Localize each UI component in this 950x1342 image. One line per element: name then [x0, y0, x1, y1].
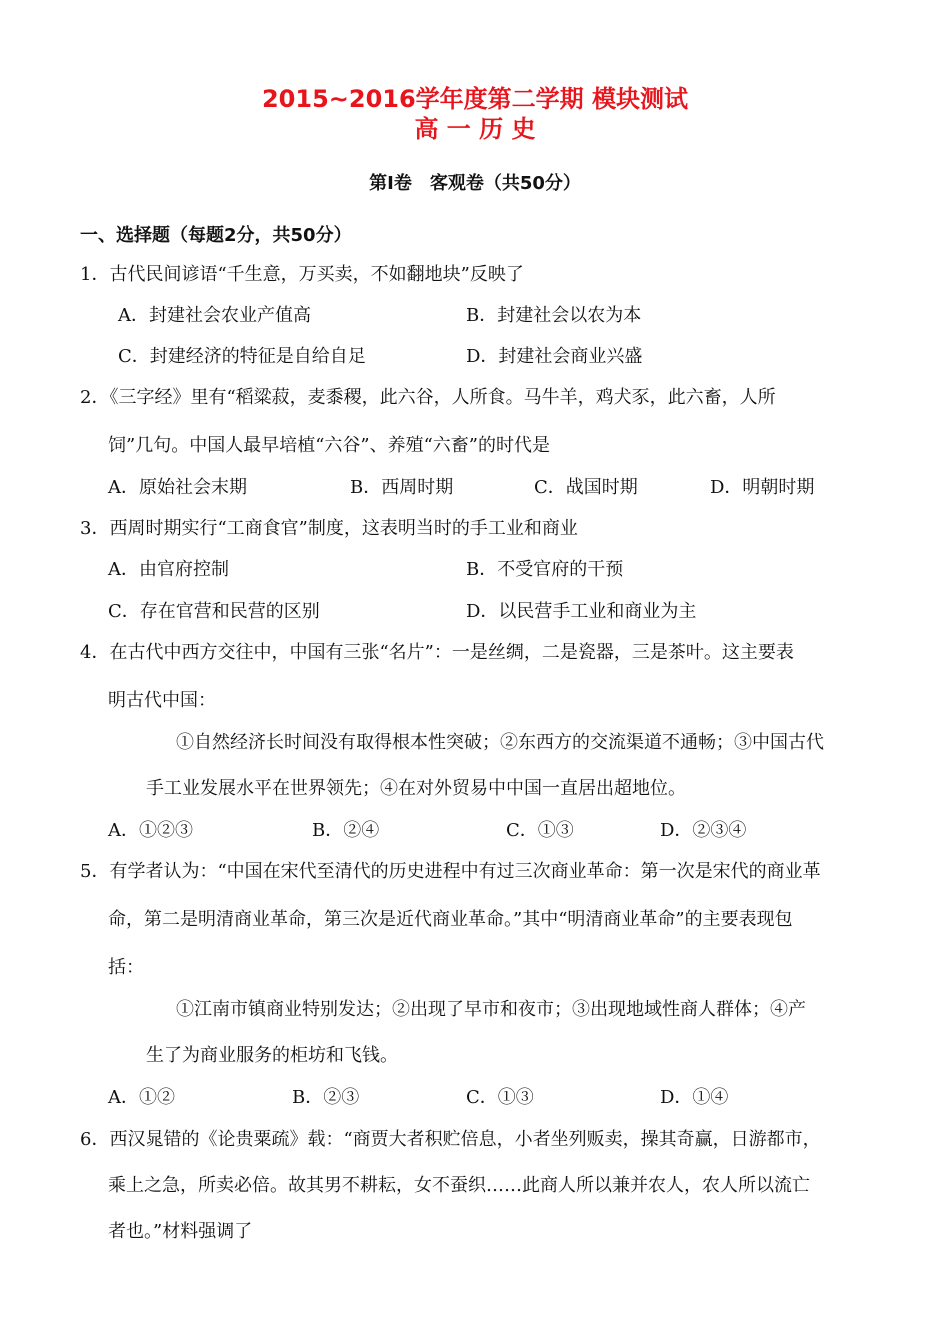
- part-heading: 第Ⅰ卷 客观卷（共50分）: [369, 173, 581, 194]
- question-4-option-b: B．②④: [312, 820, 380, 841]
- question-4-statements-2: 手工业发展水平在世界领先；④在对外贸易中中国一直居出超地位。: [146, 778, 686, 799]
- question-2-line-2: 饲”几句。中国人最早培植“六谷”、养殖“六畜”的时代是: [108, 435, 551, 456]
- question-5-option-c: C．①③: [466, 1087, 534, 1108]
- question-5-option-d: D．①④: [660, 1087, 729, 1108]
- question-3-option-a: A．由官府控制: [108, 559, 229, 580]
- question-4-statements-1: ①自然经济长时间没有取得根本性突破；②东西方的交流渠道不通畅；③中国古代: [176, 732, 824, 753]
- question-1-option-d: D．封建社会商业兴盛: [466, 346, 643, 367]
- question-2-option-c: C．战国时期: [534, 477, 638, 498]
- question-6-line-2: 乘上之急，所卖必倍。故其男不耕耘，女不蚕织……此商人所以兼并农人，农人所以流亡: [108, 1175, 810, 1196]
- question-5-option-b: B．②③: [292, 1087, 360, 1108]
- question-5-statements-2: 生了为商业服务的柜坊和飞钱。: [146, 1045, 398, 1066]
- question-5-line-2: 命，第二是明清商业革命，第三次是近代商业革命。”其中“明清商业革命”的主要表现包: [108, 909, 793, 930]
- question-3-stem: 3．西周时期实行“工商食官”制度，这表明当时的手工业和商业: [80, 518, 578, 539]
- question-4-line-2: 明古代中国：: [108, 690, 216, 711]
- question-2-line-1: 2．《三字经》里有“稻粱菽，麦黍稷，此六谷，人所食。马牛羊，鸡犬豕，此六畜，人所: [80, 387, 776, 408]
- question-1-stem: 1．古代民间谚语“千生意，万买卖，不如翻地块”反映了: [80, 264, 524, 285]
- question-3-option-b: B．不受官府的干预: [466, 559, 624, 580]
- question-2-option-b: B．西周时期: [350, 477, 454, 498]
- section-heading: 一、选择题（每题2分，共50分）: [80, 225, 352, 246]
- question-6-line-1: 6．西汉晁错的《论贵粟疏》载：“商贾大者积贮倍息，小者坐列贩卖，操其奇赢，日游都市，: [80, 1129, 821, 1150]
- subject-title: 高 一 历 史: [414, 115, 536, 143]
- question-2-option-a: A．原始社会末期: [108, 477, 247, 498]
- question-1-option-c: C．封建经济的特征是自给自足: [118, 346, 366, 367]
- question-1-option-b: B．封建社会以农为本: [466, 305, 642, 326]
- question-5-line-3: 括：: [108, 957, 144, 978]
- question-6-line-3: 者也。”材料强调了: [108, 1221, 253, 1242]
- question-2-option-d: D．明朝时期: [710, 477, 815, 498]
- question-4-option-c: C．①③: [506, 820, 574, 841]
- question-3-option-d: D．以民营手工业和商业为主: [466, 601, 697, 622]
- question-1-option-a: A．封建社会农业产值高: [118, 305, 311, 326]
- question-5-option-a: A．①②: [108, 1087, 175, 1108]
- question-4-line-1: 4．在古代中西方交往中，中国有三张“名片”：一是丝绸，二是瓷器，三是茶叶。这主要表: [80, 642, 794, 663]
- question-3-option-c: C．存在官营和民营的区别: [108, 601, 320, 622]
- question-4-option-a: A．①②③: [108, 820, 193, 841]
- question-5-statements-1: ①江南市镇商业特别发达；②出现了早市和夜市；③出现地域性商人群体；④产: [176, 999, 806, 1020]
- question-5-line-1: 5．有学者认为：“中国在宋代至清代的历史进程中有过三次商业革命：第一次是宋代的商业革: [80, 861, 821, 882]
- question-4-option-d: D．②③④: [660, 820, 747, 841]
- exam-title: 2015~2016学年度第二学期 模块测试: [261, 85, 689, 113]
